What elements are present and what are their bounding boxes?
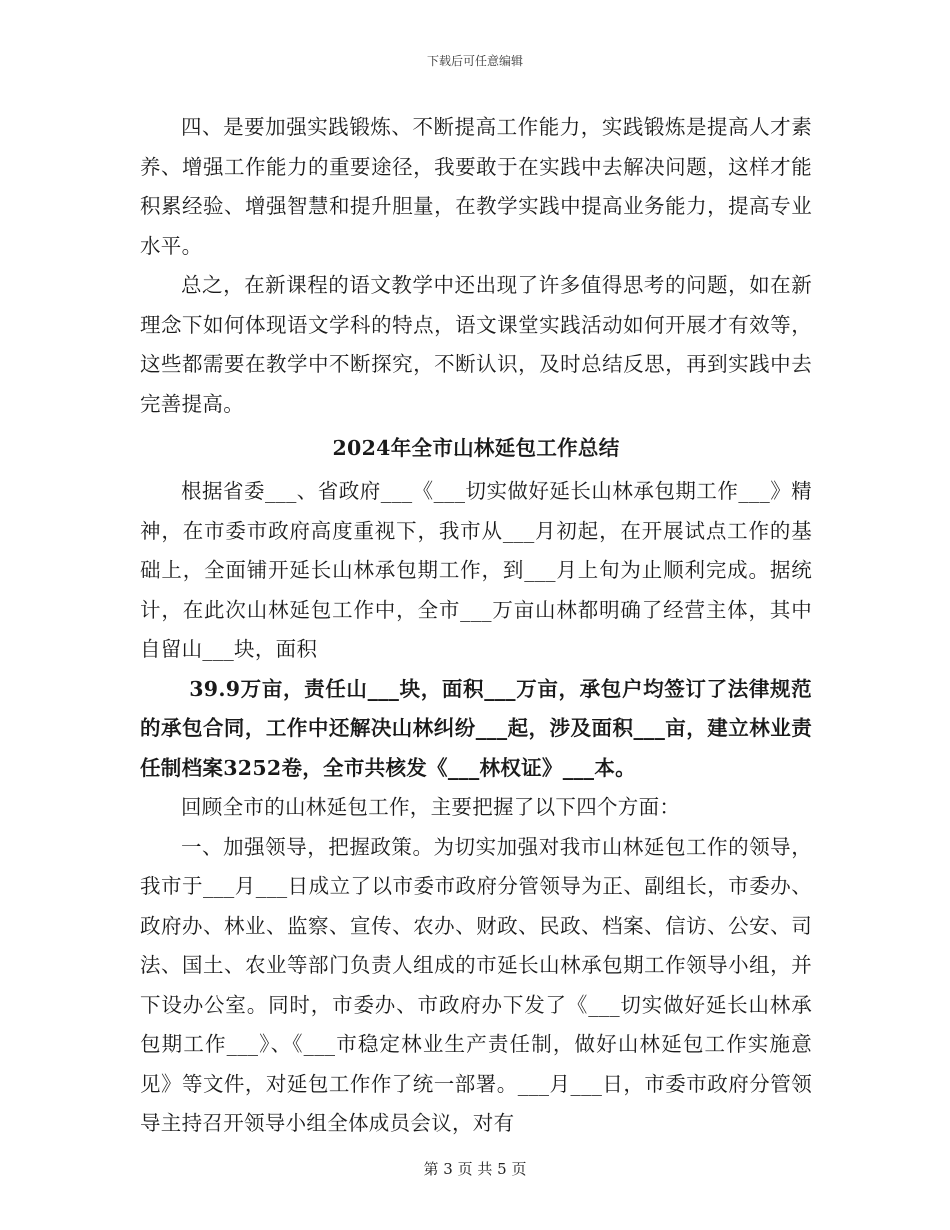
paragraph-review: 回顾全市的山林延包工作，主要把握了以下四个方面： (181, 795, 681, 819)
page-header: 下载后可任意编辑 (426, 54, 523, 68)
paragraph-intro: 根据省委___、省政府___《___切实做好延长山林承包期工作___》精神，在市委市政府高度重视下，我市从___月初起，在开展试点工作的基础上，全面铺开延长山林承包期工作，到___月上旬为止顺利完成。据统计，在此次山林延包工作中，全市___万亩山林都明确了经营主体，其中自留山___块，面积 (140, 479, 812, 661)
paragraph-statistics: 39.9万亩，责任山___块，面积___万亩，承包户均签订了法律规范的承包合同，工作中还解决山林纠纷___起，涉及面积___亩，建立林业责任制档案3252卷，全市共核发《___林权证》___本。 (140, 676, 812, 780)
section-title: 2024年全市山林延包工作总结 (332, 436, 620, 460)
document-body (140, 108, 812, 1144)
paragraph-leadership: 一、加强领导，把握政策。为切实加强对我市山林延包工作的领导，我市于___月___日成立了以市委市政府分管领导为正、副组长，市委办、政府办、林业、监察、宣传、农办、财政、民政、档案、信访、公安、司法、国土、农业等部门负责人组成的市延长山林承包期工作领导小组，并下设办公室。同时，市委办、市政府办下发了《___切实做好延长山林承包期工作___》、《___市稳定林业生产责任制，做好山林延包工作实施意见》等文件，对延包工作作了统一部署。___月___日，市委市政府分管领导主持召开领导小组全体成员会议，对有 (140, 834, 812, 1135)
page-footer: 第 3 页 共 5 页 (423, 1160, 527, 1178)
paragraph-practice: 四、是要加强实践锻炼、不断提高工作能力，实践锻炼是提高人才素养、增强工作能力的重要途径，我要敢于在实践中去解决问题，这样才能积累经验、增强智慧和提升胆量，在教学实践中提高业务能力，提高专业水平。 (140, 115, 812, 258)
paragraph-summary: 总之，在新课程的语文教学中还出现了许多值得思考的问题，如在新理念下如何体现语文学科的特点，语文课堂实践活动如何开展才有效等，这些都需要在教学中不断探究，不断认识，及时总结反思，再到实践中去完善提高。 (140, 273, 812, 416)
